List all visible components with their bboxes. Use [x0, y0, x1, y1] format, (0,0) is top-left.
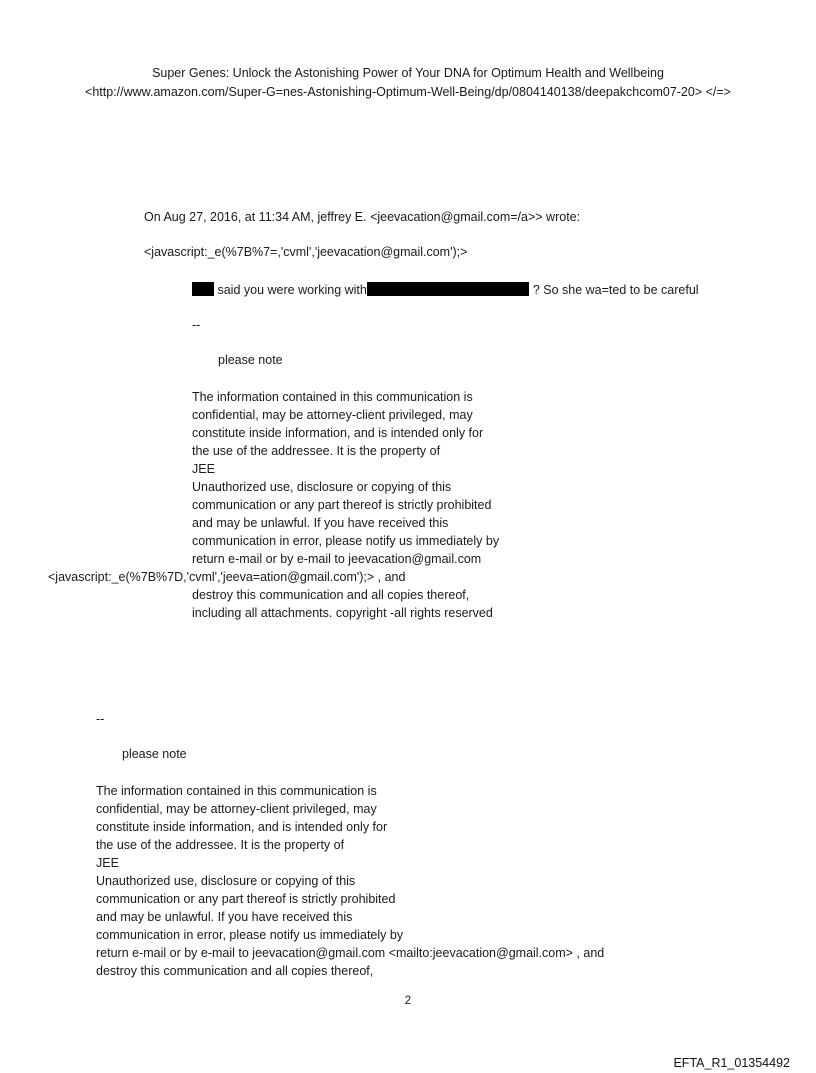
- quoted-separator: --: [192, 318, 201, 332]
- quoted-please-note: please note: [218, 353, 283, 367]
- notice-line: communication in error, please notify us immediately by: [96, 928, 404, 942]
- notice-line: communication or any part thereof is strictly prohibited: [192, 498, 492, 512]
- notice-line: JEE: [96, 856, 119, 870]
- notice-line: and may be unlawful. If you have received this: [192, 516, 449, 530]
- outer-please-note: please note: [122, 747, 187, 761]
- notice-line: including all attachments. copyright -all rights reserved: [192, 606, 493, 620]
- notice-line: communication in error, please notify us immediately by: [192, 534, 500, 548]
- notice-line: the use of the addressee. It is the property of: [192, 444, 441, 458]
- notice-line: the use of the addressee. It is the property of: [96, 838, 345, 852]
- notice-line: destroy this communication and all copies thereof,: [96, 964, 374, 978]
- redaction-box: [367, 282, 529, 296]
- notice-line: and may be unlawful. If you have received this: [96, 910, 353, 924]
- outer-separator: --: [96, 712, 105, 726]
- notice-line: JEE: [192, 462, 215, 476]
- redaction-box: [192, 282, 214, 296]
- javascript-link-line: <javascript:_e(%7B%7=,'cvml','jeevacation@gmail.com');>: [144, 245, 468, 259]
- notice-line: confidential, may be attorney-client privileged, may: [96, 802, 377, 816]
- notice-line: The information contained in this communication is: [192, 390, 473, 404]
- notice-line: return e-mail or by e-mail to jeevacation@gmail.com <mailto:jeevacation@gmail.com> , and: [96, 946, 605, 960]
- notice-line: return e-mail or by e-mail to jeevacation@gmail.com: [192, 552, 482, 566]
- page-number: 2: [404, 995, 412, 1007]
- message-text-part1: said you were working with: [217, 283, 367, 297]
- book-url-line: <http://www.amazon.com/Super-G=nes-Astonishing-Optimum-Well-Being/dp/0804140138/deepakchcom07-20> </=>: [85, 85, 731, 99]
- message-text-part2: ? So she wa=ted to be careful: [532, 283, 699, 297]
- javascript-link-line-2: <javascript:_e(%7B%7D,'cvml','jeeva=ation@gmail.com');> , and: [48, 570, 406, 584]
- notice-line: destroy this communication and all copies thereof,: [192, 588, 470, 602]
- notice-line: constitute inside information, and is intended only for: [96, 820, 388, 834]
- notice-line: communication or any part thereof is strictly prohibited: [96, 892, 396, 906]
- notice-line: Unauthorized use, disclosure or copying of this: [96, 874, 356, 888]
- document-id: EFTA_R1_01354492: [673, 1056, 790, 1070]
- notice-line: The information contained in this communication is: [96, 784, 377, 798]
- book-title-line: Super Genes: Unlock the Astonishing Power of Your DNA for Optimum Health and Wellbeing: [152, 66, 664, 80]
- quoted-message: [192, 282, 699, 297]
- quoted-header-line: On Aug 27, 2016, at 11:34 AM, jeffrey E. <jeevacation@gmail.com=/a>> wrote:: [144, 210, 581, 224]
- notice-line: Unauthorized use, disclosure or copying of this: [192, 480, 452, 494]
- notice-line: constitute inside information, and is intended only for: [192, 426, 484, 440]
- notice-line: confidential, may be attorney-client privileged, may: [192, 408, 473, 422]
